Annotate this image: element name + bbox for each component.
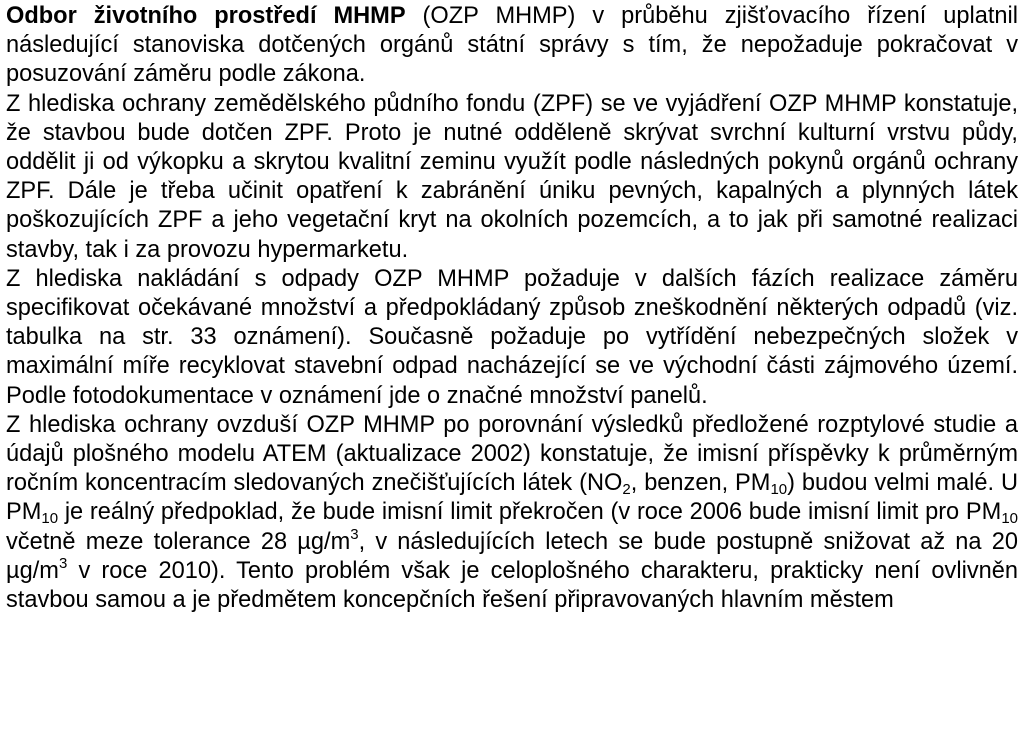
document-page (6, 2, 1018, 615)
subscript-no2: 2 (622, 481, 631, 499)
paragraph-waste-management-text: Z hlediska nakládání s odpady OZP MHMP požaduje v dalších fázích realizace záměru specifikovat očekávané množství a předpokládaný způsob zneškodnění některých odpadů (viz. tabulka na str. 33 oznámení). Současně požaduje po vytřídění nebezpečných složek v maximální míře recyklovat stavební odpad nacházející se ve východní části zájmového území. Podle fotodokumentace v oznámení jde o značné množství panelů. (6, 265, 1018, 409)
department-name: Odbor životního prostředí MHMP (6, 3, 406, 29)
superscript-cubic: 3 (350, 525, 359, 543)
paragraph-soil-protection-text: Z hlediska ochrany zemědělského půdního fondu (ZPF) se ve vyjádření OZP MHMP konstatuje, že stavbou bude dotčen ZPF. Proto je nutné odděleně skrývat svrchní kulturní vrstvu půdy, oddělit ji od výkopku a skrytou kvalitní zeminu využít podle následných pokynů orgánů ochrany ZPF. Dále je třeba učinit opatření k zabránění úniku pevných, kapalných a plynných látek poškozujících ZPF a jeho vegetační kryt na okolních pozemcích, a to jak při samotné realizaci stavby, tak i za provozu hypermarketu. (6, 90, 1018, 263)
paragraph-waste-management (6, 265, 1018, 411)
subscript-pm10: 10 (1001, 510, 1018, 528)
paragraph-soil-protection (6, 90, 1018, 265)
air-text-segment: , v následujících letech se bude postupně snižovat až na 20 µg/m (6, 528, 1018, 584)
paragraph-air-protection (6, 411, 1018, 615)
superscript-cubic: 3 (58, 554, 68, 572)
air-text-segment: je reálný předpoklad, že bude imisní limit překročen (v roce 2006 bude imisní limit pro PM (58, 499, 1002, 526)
air-text-segment: Z hlediska ochrany ovzduší OZP MHMP po porovnání výsledků předložené rozptylové studie a údajů plošného modelu ATEM (aktualizace 2002) konstatuje, že imisní příspěvky k průměrným ročním koncentracím sledovaných znečišťujících látek (NO (6, 411, 1018, 497)
air-text-segment: v roce 2010). Tento problém však je celoplošného charakteru, prakticky není ovlivněn stavbou samou a je předmětem koncepčních řešení připravovaných hlavním městem (6, 557, 1018, 614)
subscript-pm10: 10 (41, 510, 59, 528)
subscript-pm10: 10 (770, 481, 788, 499)
air-text-segment: včetně meze tolerance 28 µg/m (6, 528, 351, 555)
air-text-segment: , benzen, PM (630, 470, 771, 497)
paragraph-intro (6, 2, 1018, 90)
paragraph-intro-text: (OZP MHMP) v průběhu zjišťovacího řízení uplatnil následující stanoviska dotčených orgánů státní správy s tím, že nepožaduje pokračovat v posuzování záměru podle zákona. (6, 3, 1018, 88)
air-text-segment: ) budou velmi malé. U PM (6, 470, 1018, 526)
